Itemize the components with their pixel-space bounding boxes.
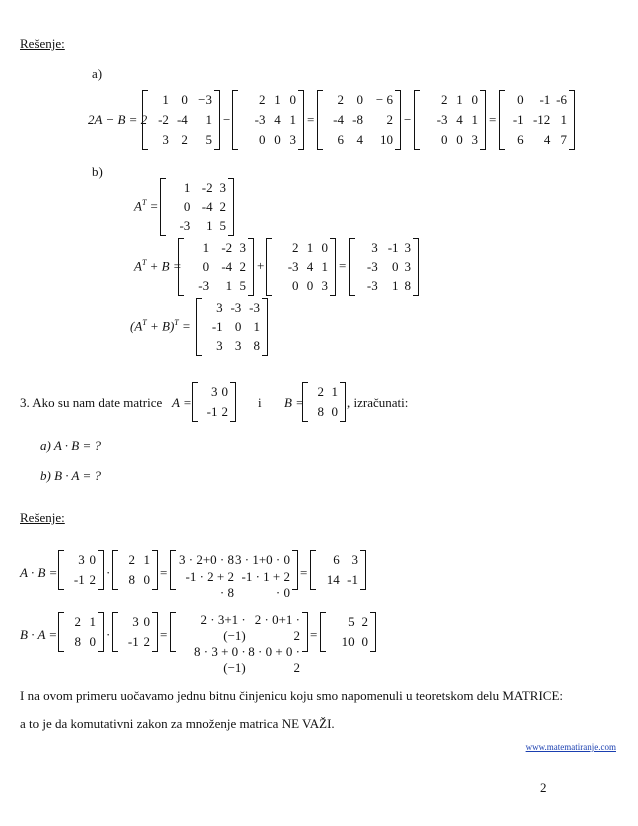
matrix-cell: -1 bbox=[512, 112, 524, 127]
equals-sign: = bbox=[307, 112, 315, 127]
matrix-cell: 3 bbox=[216, 338, 223, 354]
matrix-cell: 0 bbox=[143, 572, 150, 587]
matrix-cell: 3 bbox=[216, 299, 223, 315]
matrix-cell: 3 · 2+0 · 8 bbox=[179, 551, 234, 567]
matrix-cell: 8 bbox=[253, 338, 260, 354]
matrix-cell: -1 bbox=[387, 239, 399, 255]
matrix-cell: 5 bbox=[205, 132, 212, 147]
matrix-cell: -3 bbox=[436, 112, 448, 127]
matrix-cell: 4 bbox=[274, 112, 281, 127]
solution-heading: Rešenje: bbox=[20, 36, 65, 51]
matrix-cell: 3 bbox=[219, 179, 226, 195]
ab-matrix-1 bbox=[58, 550, 104, 590]
matrix-cell: 8 bbox=[404, 278, 411, 294]
left-bracket bbox=[170, 612, 176, 652]
ba-lhs: B · A = bbox=[20, 627, 58, 642]
left-bracket bbox=[232, 90, 238, 150]
matrix-cell: 3 bbox=[162, 132, 169, 147]
matrix-cell: 10 bbox=[380, 132, 393, 147]
matrix-cell: 5 bbox=[219, 218, 226, 234]
matrix-cell: 3 bbox=[371, 239, 378, 255]
ba-matrix-2 bbox=[112, 612, 158, 652]
ab-matrix-4 bbox=[310, 550, 366, 590]
matrix-cell: 1 bbox=[205, 112, 212, 127]
matrix-cell: 7 bbox=[560, 132, 567, 147]
right-bracket bbox=[395, 90, 401, 150]
question-a: a) A · B = ? bbox=[40, 438, 102, 453]
question-b: b) B · A = ? bbox=[40, 468, 102, 483]
right-bracket bbox=[292, 550, 298, 590]
right-bracket bbox=[152, 612, 158, 652]
minus-sign: − bbox=[223, 112, 231, 127]
matrix-cell: 4 bbox=[543, 132, 551, 147]
eq-b2-lhs: $A^T + B$ = bbox=[134, 258, 182, 274]
right-bracket bbox=[262, 298, 268, 356]
matrix-cell: 2 bbox=[239, 258, 246, 274]
left-bracket bbox=[170, 550, 176, 590]
dot-sign: · bbox=[106, 565, 111, 580]
matrix-cell: 0 bbox=[89, 552, 96, 567]
problem-3-matrix-b bbox=[302, 382, 346, 422]
matrix-cell: 3 bbox=[351, 552, 358, 567]
problem-3-matrix-a bbox=[192, 382, 236, 422]
matrix-cell: 3 bbox=[404, 239, 411, 255]
matrix-cell: 0 bbox=[292, 278, 299, 294]
matrix-cell: 2 bbox=[386, 112, 393, 127]
eq-b3-lhs: $(A^T + B)^T$ = bbox=[130, 318, 191, 334]
eq-a-lhs: 2A − B = 2 bbox=[88, 112, 148, 127]
matrix-cell: 1 bbox=[560, 112, 567, 127]
matrix-cell: 0 bbox=[143, 614, 150, 629]
right-bracket bbox=[152, 550, 158, 590]
matrix-cell: 1 bbox=[225, 278, 233, 294]
matrix-cell: 3 bbox=[404, 258, 411, 274]
matrix-cell: -8 bbox=[352, 112, 363, 127]
matrix-cell: 2 bbox=[74, 614, 81, 629]
eq-b1-lhs: $A^T$ = bbox=[134, 198, 159, 214]
matrix-cell: -12 bbox=[532, 112, 551, 127]
matrix-cell: 2 · 3+1 · (−1) bbox=[200, 612, 246, 643]
right-bracket bbox=[340, 382, 346, 422]
matrix-cell: 1 bbox=[306, 239, 314, 255]
matrix-cell: 2 bbox=[181, 132, 188, 147]
matrix-cell: -1 · 1 + 2 · 0 bbox=[241, 569, 290, 600]
matrix-cell: 1 bbox=[289, 112, 296, 127]
right-bracket bbox=[98, 550, 104, 590]
equals-sign: = bbox=[339, 258, 347, 273]
right-bracket bbox=[228, 178, 234, 236]
matrix-cell: 6 bbox=[333, 552, 340, 567]
matrix-cell: 1 bbox=[471, 112, 478, 127]
matrix-cell: -3 bbox=[179, 218, 191, 234]
left-bracket bbox=[310, 550, 316, 590]
right-bracket bbox=[248, 238, 254, 296]
matrix-cell: -4 bbox=[201, 198, 213, 214]
matrix-cell: -1 bbox=[127, 634, 139, 649]
matrix-cell: 4 bbox=[356, 132, 363, 147]
equals-sign: = bbox=[489, 112, 497, 127]
matrix-a-transpose bbox=[160, 178, 234, 236]
matrix-cell: 5 bbox=[239, 278, 246, 294]
matrix-cell: -3 bbox=[249, 299, 260, 315]
left-bracket bbox=[192, 382, 198, 422]
matrix-cell: 0 bbox=[234, 318, 242, 334]
matrix-sum-transpose bbox=[196, 298, 268, 356]
matrix-cell: -3 bbox=[254, 112, 266, 127]
matrix-cell: -2 bbox=[201, 179, 213, 195]
matrix-cell: 1 bbox=[274, 92, 281, 107]
matrix-cell: 1 bbox=[89, 614, 96, 629]
matrix-cell: 14 bbox=[326, 572, 340, 587]
matrix-cell: -1 bbox=[73, 572, 85, 587]
left-bracket bbox=[160, 178, 166, 236]
paragraph-2: a to je da komutativni zakon za množenje matrica NE VAŽI. bbox=[20, 716, 335, 731]
matrix-b bbox=[232, 90, 304, 150]
matrix-a bbox=[142, 90, 220, 150]
matrix-cell: 1 bbox=[331, 384, 338, 399]
left-bracket bbox=[499, 90, 505, 150]
ab-matrix-2 bbox=[112, 550, 158, 590]
matrix-cell: 2 · 0+1 · 2 bbox=[254, 612, 300, 643]
matrix-cell: 0 bbox=[258, 132, 266, 147]
matrix-cell: -4 bbox=[221, 258, 233, 274]
left-bracket bbox=[142, 90, 148, 150]
dot-sign: · bbox=[106, 627, 111, 642]
matrix-cell: 1 bbox=[392, 278, 399, 294]
matrix-cell: -1 bbox=[211, 318, 223, 334]
left-bracket bbox=[317, 90, 323, 150]
matrix-cell: 1 bbox=[253, 318, 260, 334]
right-bracket bbox=[330, 238, 336, 296]
matrix-cell: -3 bbox=[366, 278, 378, 294]
matrix-cell: 2 bbox=[221, 404, 228, 419]
matrix-cell: 2 bbox=[292, 239, 299, 255]
matrix-cell: 0 bbox=[331, 404, 338, 419]
matrix-cell: 0 bbox=[183, 198, 191, 214]
matrix-cell: 5 bbox=[348, 614, 355, 629]
problem-3-b-label: B = bbox=[284, 395, 304, 410]
solution-heading-2: Rešenje: bbox=[20, 510, 65, 525]
matrix-cell: 0 bbox=[392, 258, 399, 274]
matrix-cell: -2 bbox=[221, 239, 233, 255]
left-bracket bbox=[178, 238, 184, 296]
matrix-cell: 2 bbox=[219, 198, 226, 214]
matrix-cell: 10 bbox=[341, 634, 355, 649]
ba-matrix-1 bbox=[58, 612, 104, 652]
matrix-cell: −3 bbox=[198, 92, 212, 107]
matrix-cell: 8 bbox=[317, 404, 324, 419]
right-bracket bbox=[230, 382, 236, 422]
left-bracket bbox=[196, 298, 202, 356]
ab-lhs: A · B = bbox=[20, 565, 58, 580]
paragraph-1: I na ovom primeru uočavamo jednu bitnu činjenicu koju smo napomenuli u teoretskom delu MATRICE: bbox=[20, 688, 564, 703]
right-bracket bbox=[480, 90, 486, 150]
problem-3-tail: , izračunati: bbox=[347, 395, 409, 410]
matrix-cell: 1 bbox=[206, 218, 213, 234]
matrix-cell: 3 bbox=[234, 338, 242, 354]
left-bracket bbox=[112, 550, 118, 590]
equals-sign: = bbox=[300, 565, 308, 580]
matrix-cell: 3 bbox=[211, 384, 218, 399]
matrix-cell: 0 bbox=[456, 132, 463, 147]
matrix-cell: 0 bbox=[356, 92, 363, 107]
matrix-cell: 8 bbox=[128, 572, 135, 587]
matrix-cell: -1 · 2 + 2 · 8 bbox=[185, 569, 234, 600]
matrix-cell: 0 bbox=[274, 132, 281, 147]
matrix-cell: 3 bbox=[132, 614, 139, 629]
part-a-label: a) bbox=[92, 66, 103, 81]
ba-matrix-4 bbox=[320, 612, 376, 652]
matrix-cell: 2 bbox=[143, 634, 150, 649]
problem-3-a-label: A = bbox=[172, 395, 192, 410]
right-bracket bbox=[413, 238, 419, 296]
matrix-cell: -4 bbox=[333, 112, 344, 127]
matrix-cell: 0 bbox=[361, 634, 368, 649]
matrix-cell: 8 · 3 + 0 · (−1) bbox=[194, 644, 246, 675]
matrix-cell: 3 bbox=[471, 132, 478, 147]
matrix-cell: 0 bbox=[440, 132, 448, 147]
matrix-cell: 2 bbox=[89, 572, 96, 587]
matrix-cell: 2 bbox=[440, 92, 448, 107]
ab-matrix-3 bbox=[170, 550, 298, 600]
plus-sign: + bbox=[257, 258, 265, 273]
equals-sign: = bbox=[160, 565, 168, 580]
matrix-cell: 8 · 0 + 0 · 2 bbox=[248, 644, 300, 675]
right-bracket bbox=[214, 90, 220, 150]
left-bracket bbox=[349, 238, 355, 296]
ba-matrix-3 bbox=[170, 612, 308, 675]
equals-sign: = bbox=[160, 627, 168, 642]
matrix-cell: 3 bbox=[239, 239, 246, 255]
matrix-cell: -3 bbox=[366, 258, 378, 274]
left-bracket bbox=[302, 382, 308, 422]
matrix-cell: 8 bbox=[74, 634, 81, 649]
part-b-label: b) bbox=[92, 164, 103, 179]
matrix-cell: 3 bbox=[321, 278, 328, 294]
matrix-cell: 0 bbox=[471, 92, 478, 107]
left-bracket bbox=[58, 612, 64, 652]
matrix-cell: 1 bbox=[321, 258, 328, 274]
matrix-cell: -4 bbox=[176, 112, 188, 127]
matrix-cell: 2 bbox=[361, 614, 368, 629]
right-bracket bbox=[569, 90, 575, 150]
matrix-cell: 0 bbox=[181, 92, 188, 107]
matrix-cell: 4 bbox=[456, 112, 463, 127]
left-bracket bbox=[320, 612, 326, 652]
matrix-cell: 1 bbox=[202, 239, 210, 255]
matrix-cell: 1 bbox=[162, 92, 169, 107]
matrix-cell: -6 bbox=[556, 92, 567, 107]
matrix-cell: -3 bbox=[230, 299, 242, 315]
left-bracket bbox=[58, 550, 64, 590]
matrix-cell: 6 bbox=[517, 132, 524, 147]
left-bracket bbox=[266, 238, 272, 296]
matrix-cell: -1 bbox=[347, 572, 358, 587]
matrix-cell: 2 bbox=[337, 92, 344, 107]
website-link[interactable]: www.matematiranje.com bbox=[525, 742, 616, 752]
matrix-cell: 2 bbox=[258, 92, 266, 107]
matrix-cell: 1 bbox=[456, 92, 463, 107]
equals-sign: = bbox=[310, 627, 318, 642]
matrix-cell: -1 bbox=[539, 92, 551, 107]
matrix-2a bbox=[317, 90, 401, 150]
left-bracket bbox=[414, 90, 420, 150]
matrix-cell: 0 bbox=[321, 239, 328, 255]
matrix-cell: 3 bbox=[289, 132, 296, 147]
right-bracket bbox=[370, 612, 376, 652]
problem-3-and: i bbox=[258, 395, 262, 410]
matrix-cell: 0 bbox=[517, 92, 524, 107]
matrix-cell: 2 bbox=[128, 552, 135, 567]
matrix-cell: 0 bbox=[202, 258, 210, 274]
matrix-result-a bbox=[499, 90, 575, 150]
right-bracket bbox=[360, 550, 366, 590]
page-number: 2 bbox=[540, 780, 547, 795]
matrix-cell: 1 bbox=[183, 179, 191, 195]
matrix-cell: 3 · 1+0 · 0 bbox=[235, 551, 290, 567]
left-bracket bbox=[112, 612, 118, 652]
right-bracket bbox=[98, 612, 104, 652]
matrix-a-transpose-2 bbox=[178, 238, 254, 296]
matrix-cell: 3 bbox=[78, 552, 85, 567]
matrix-cell: 1 bbox=[143, 552, 150, 567]
matrix-cell: 4 bbox=[306, 258, 314, 274]
matrix-sum bbox=[349, 238, 419, 296]
minus-sign: − bbox=[404, 112, 412, 127]
matrix-cell: 0 bbox=[289, 92, 296, 107]
matrix-cell: 0 bbox=[221, 384, 228, 399]
right-bracket bbox=[298, 90, 304, 150]
matrix-cell: -3 bbox=[287, 258, 299, 274]
matrix-cell: 0 bbox=[306, 278, 314, 294]
matrix-cell: -3 bbox=[198, 278, 210, 294]
matrix-cell: 2 bbox=[317, 384, 324, 399]
matrix-b-2 bbox=[266, 238, 336, 296]
right-bracket bbox=[302, 612, 308, 652]
problem-3-text: 3. Ako su nam date matrice bbox=[20, 395, 163, 410]
matrix-cell: -2 bbox=[158, 112, 169, 127]
matrix-cell: 0 bbox=[89, 634, 96, 649]
matrix-cell: -1 bbox=[206, 404, 218, 419]
matrix-cell: − 6 bbox=[375, 92, 393, 107]
matrix-b-copy bbox=[414, 90, 486, 150]
matrix-cell: 6 bbox=[337, 132, 344, 147]
